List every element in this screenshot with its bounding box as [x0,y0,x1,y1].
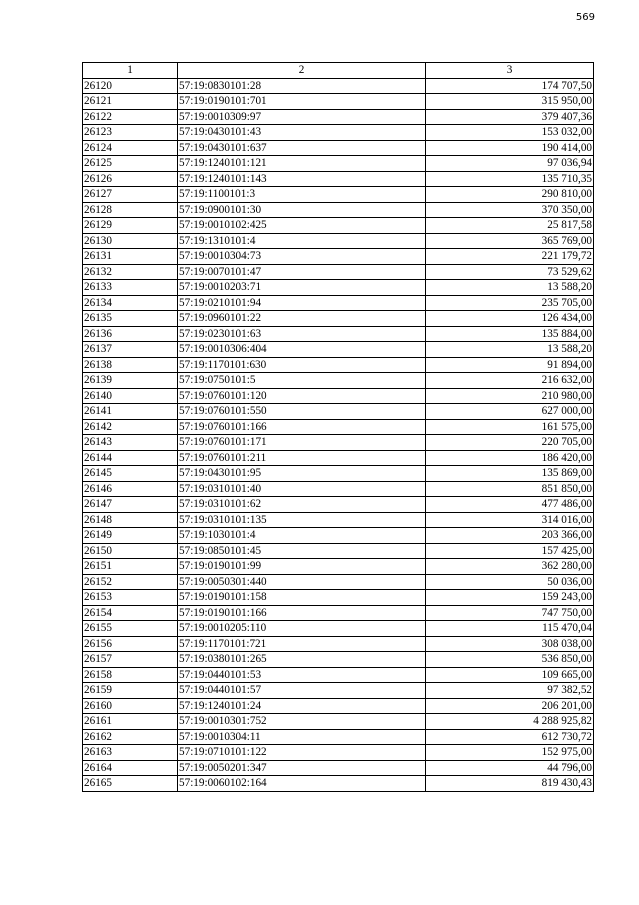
table-row [83,311,594,327]
table-row [83,528,594,544]
table-row [83,94,594,110]
column-header-1: 1 [83,63,178,79]
cadastral-number-cell: 57:19:0010304:73 [178,249,426,265]
row-index-cell: 26148 [83,512,178,528]
table-row [83,264,594,280]
value-cell: 91 894,00 [426,357,594,373]
value-cell: 308 038,00 [426,636,594,652]
row-index-cell: 26160 [83,698,178,714]
table-row [83,543,594,559]
cadastral-number-cell: 57:19:0310101:62 [178,497,426,513]
value-cell: 477 486,00 [426,497,594,513]
value-cell: 362 280,00 [426,559,594,575]
cadastral-number-cell: 57:19:0010102:425 [178,218,426,234]
value-cell: 235 705,00 [426,295,594,311]
table-row [83,466,594,482]
value-cell: 135 884,00 [426,326,594,342]
row-index-cell: 26120 [83,78,178,94]
value-cell: 627 000,00 [426,404,594,420]
row-index-cell: 26162 [83,729,178,745]
row-index-cell: 26123 [83,125,178,141]
value-cell: 190 414,00 [426,140,594,156]
table-row [83,326,594,342]
value-cell: 153 032,00 [426,125,594,141]
cadastral-number-cell: 57:19:0230101:63 [178,326,426,342]
table-row [83,590,594,606]
value-cell: 216 632,00 [426,373,594,389]
table-row [83,435,594,451]
cadastral-number-cell: 57:19:0430101:637 [178,140,426,156]
value-cell: 135 869,00 [426,466,594,482]
table-row [83,497,594,513]
row-index-cell: 26125 [83,156,178,172]
value-cell: 819 430,43 [426,776,594,792]
cadastral-number-cell: 57:19:0190101:158 [178,590,426,606]
cadastral-number-cell: 57:19:0850101:45 [178,543,426,559]
value-cell: 370 350,00 [426,202,594,218]
value-cell: 210 980,00 [426,388,594,404]
cadastral-number-cell: 57:19:0050301:440 [178,574,426,590]
value-cell: 851 850,00 [426,481,594,497]
value-cell: 25 817,58 [426,218,594,234]
table-row [83,342,594,358]
row-index-cell: 26135 [83,311,178,327]
table-row [83,373,594,389]
row-index-cell: 26138 [83,357,178,373]
cadastral-number-cell: 57:19:0900101:30 [178,202,426,218]
cadastral-number-cell: 57:19:0310101:135 [178,512,426,528]
cadastral-number-cell: 57:19:0070101:47 [178,264,426,280]
row-index-cell: 26145 [83,466,178,482]
row-index-cell: 26139 [83,373,178,389]
row-index-cell: 26132 [83,264,178,280]
cadastral-number-cell: 57:19:0010301:752 [178,714,426,730]
value-cell: 4 288 925,82 [426,714,594,730]
row-index-cell: 26153 [83,590,178,606]
cadastral-number-cell: 57:19:0060102:164 [178,776,426,792]
row-index-cell: 26131 [83,249,178,265]
value-cell: 365 769,00 [426,233,594,249]
value-cell: 152 975,00 [426,745,594,761]
table-row [83,714,594,730]
table-row [83,512,594,528]
cadastral-number-cell: 57:19:0760101:171 [178,435,426,451]
cadastral-number-cell: 57:19:0710101:122 [178,745,426,761]
header-row [83,63,594,79]
row-index-cell: 26164 [83,760,178,776]
table-row [83,683,594,699]
table-row [83,760,594,776]
table-row [83,280,594,296]
row-index-cell: 26147 [83,497,178,513]
value-cell: 314 016,00 [426,512,594,528]
row-index-cell: 26154 [83,605,178,621]
cadastral-number-cell: 57:19:1240101:24 [178,698,426,714]
cadastral-number-cell: 57:19:0010203:71 [178,280,426,296]
table-row [83,109,594,125]
cadastral-number-cell: 57:19:1240101:143 [178,171,426,187]
table-row [83,621,594,637]
table-row [83,481,594,497]
row-index-cell: 26150 [83,543,178,559]
table-row [83,698,594,714]
row-index-cell: 26146 [83,481,178,497]
value-cell: 159 243,00 [426,590,594,606]
cadastral-number-cell: 57:19:1100101:3 [178,187,426,203]
cadastral-number-cell: 57:19:0430101:43 [178,125,426,141]
row-index-cell: 26144 [83,450,178,466]
table-row [83,125,594,141]
row-index-cell: 26130 [83,233,178,249]
row-index-cell: 26155 [83,621,178,637]
value-cell: 97 382,52 [426,683,594,699]
cadastral-number-cell: 57:19:0760101:211 [178,450,426,466]
row-index-cell: 26142 [83,419,178,435]
table-row [83,218,594,234]
table-row [83,450,594,466]
row-index-cell: 26127 [83,187,178,203]
row-index-cell: 26133 [83,280,178,296]
value-cell: 220 705,00 [426,435,594,451]
cadastral-number-cell: 57:19:0190101:99 [178,559,426,575]
value-cell: 221 179,72 [426,249,594,265]
cadastral-number-cell: 57:19:0440101:53 [178,667,426,683]
value-cell: 73 529,62 [426,264,594,280]
table-row [83,202,594,218]
cadastral-number-cell: 57:19:1170101:630 [178,357,426,373]
value-cell: 206 201,00 [426,698,594,714]
page-number: 569 [575,12,595,23]
value-cell: 315 950,00 [426,94,594,110]
row-index-cell: 26163 [83,745,178,761]
table-row [83,636,594,652]
row-index-cell: 26136 [83,326,178,342]
value-cell: 290 810,00 [426,187,594,203]
row-index-cell: 26124 [83,140,178,156]
value-cell: 50 036,00 [426,574,594,590]
table-row [83,745,594,761]
row-index-cell: 26126 [83,171,178,187]
value-cell: 612 730,72 [426,729,594,745]
cadastral-number-cell: 57:19:0380101:265 [178,652,426,668]
table-row [83,419,594,435]
cadastral-number-cell: 57:19:0190101:166 [178,605,426,621]
row-index-cell: 26134 [83,295,178,311]
table-row [83,729,594,745]
table-row [83,605,594,621]
value-cell: 747 750,00 [426,605,594,621]
cadastral-number-cell: 57:19:1030101:4 [178,528,426,544]
table-row [83,388,594,404]
cadastral-number-cell: 57:19:0750101:5 [178,373,426,389]
row-index-cell: 26151 [83,559,178,575]
column-header-3: 3 [426,63,594,79]
row-index-cell: 26140 [83,388,178,404]
cadastral-number-cell: 57:19:0010306:404 [178,342,426,358]
value-cell: 536 850,00 [426,652,594,668]
value-cell: 186 420,00 [426,450,594,466]
table-row [83,78,594,94]
table-row [83,404,594,420]
value-cell: 13 588,20 [426,342,594,358]
row-index-cell: 26157 [83,652,178,668]
table-row [83,652,594,668]
cadastral-number-cell: 57:19:0430101:95 [178,466,426,482]
row-index-cell: 26143 [83,435,178,451]
table-row [83,249,594,265]
value-cell: 109 665,00 [426,667,594,683]
row-index-cell: 26165 [83,776,178,792]
value-cell: 157 425,00 [426,543,594,559]
row-index-cell: 26121 [83,94,178,110]
cadastral-number-cell: 57:19:0760101:120 [178,388,426,404]
row-index-cell: 26122 [83,109,178,125]
table-row [83,156,594,172]
row-index-cell: 26129 [83,218,178,234]
cadastral-number-cell: 57:19:0960101:22 [178,311,426,327]
row-index-cell: 26156 [83,636,178,652]
value-cell: 44 796,00 [426,760,594,776]
cadastral-number-cell: 57:19:0010304:11 [178,729,426,745]
table-row [83,233,594,249]
value-cell: 161 575,00 [426,419,594,435]
value-cell: 203 366,00 [426,528,594,544]
row-index-cell: 26141 [83,404,178,420]
cadastral-number-cell: 57:19:0310101:40 [178,481,426,497]
table-row [83,776,594,792]
cadastral-number-cell: 57:19:0050201:347 [178,760,426,776]
cadastral-number-cell: 57:19:1310101:4 [178,233,426,249]
cadastral-number-cell: 57:19:0010205:110 [178,621,426,637]
table-row [83,357,594,373]
cadastral-number-cell: 57:19:0210101:94 [178,295,426,311]
row-index-cell: 26152 [83,574,178,590]
column-header-2: 2 [178,63,426,79]
row-index-cell: 26161 [83,714,178,730]
table-row [83,140,594,156]
row-index-cell: 26128 [83,202,178,218]
table-row [83,187,594,203]
cadastral-number-cell: 57:19:0190101:701 [178,94,426,110]
cadastral-number-cell: 57:19:0440101:57 [178,683,426,699]
table-row [83,559,594,575]
value-cell: 135 710,35 [426,171,594,187]
value-cell: 126 434,00 [426,311,594,327]
table-row [83,171,594,187]
table-row [83,295,594,311]
cadastral-number-cell: 57:19:0760101:550 [178,404,426,420]
row-index-cell: 26137 [83,342,178,358]
row-index-cell: 26149 [83,528,178,544]
value-cell: 97 036,94 [426,156,594,172]
table-row [83,667,594,683]
value-cell: 174 707,50 [426,78,594,94]
cadastral-number-cell: 57:19:0760101:166 [178,419,426,435]
value-cell: 379 407,36 [426,109,594,125]
table-row [83,574,594,590]
row-index-cell: 26158 [83,667,178,683]
value-cell: 13 588,20 [426,280,594,296]
cadastral-number-cell: 57:19:0010309:97 [178,109,426,125]
row-index-cell: 26159 [83,683,178,699]
value-cell: 115 470,04 [426,621,594,637]
cadastral-number-cell: 57:19:0830101:28 [178,78,426,94]
cadastral-number-cell: 57:19:1240101:121 [178,156,426,172]
table-body [83,78,594,791]
data-table [82,62,594,792]
cadastral-number-cell: 57:19:1170101:721 [178,636,426,652]
